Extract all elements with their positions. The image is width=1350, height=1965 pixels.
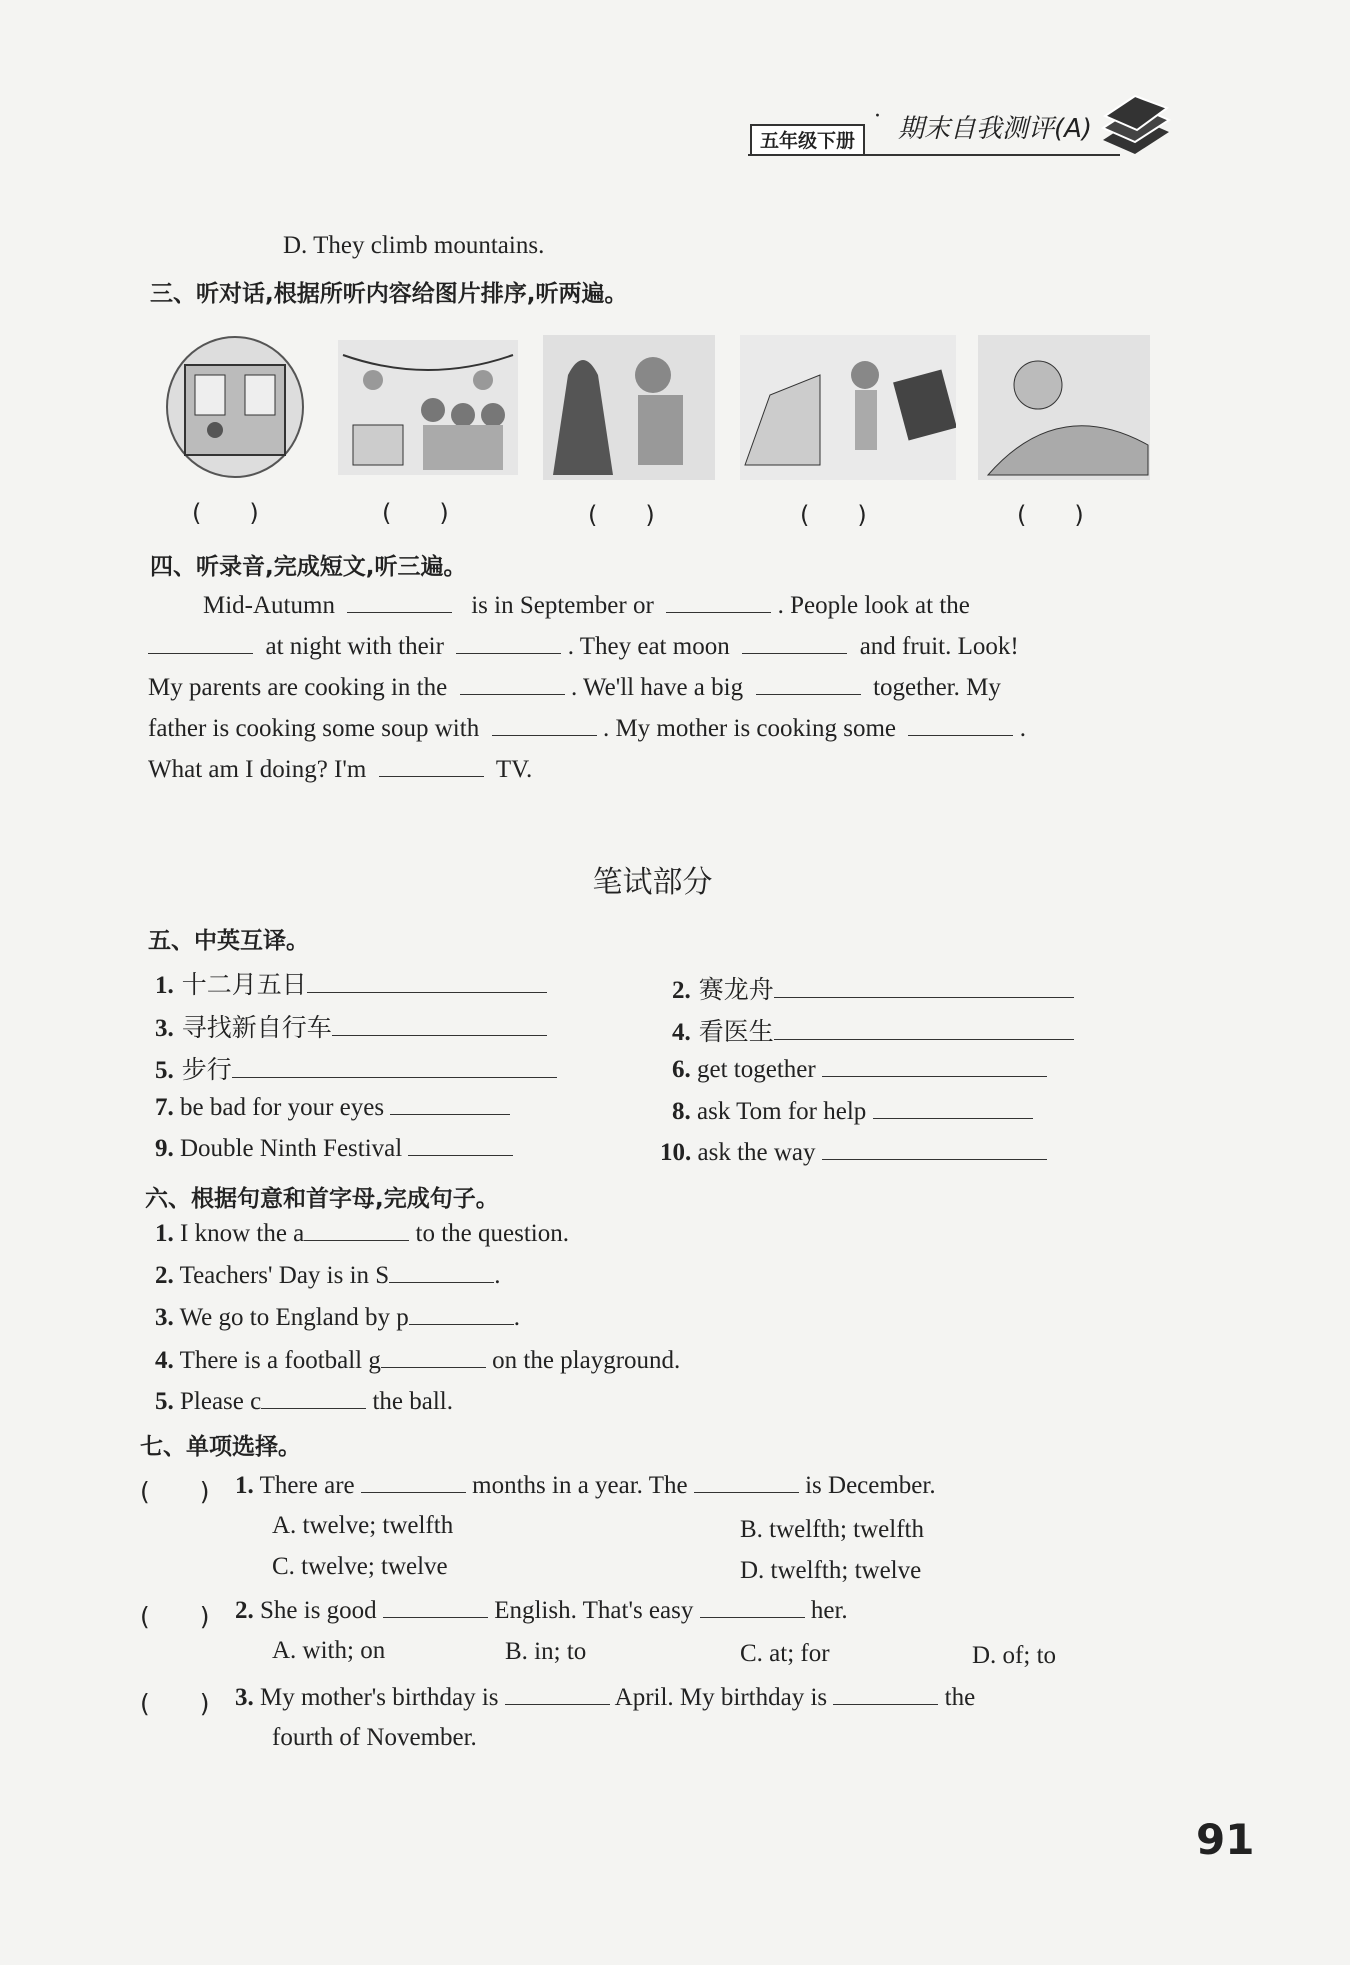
option-a[interactable]: A. with; on	[272, 1637, 386, 1664]
header-title: 期末自我测评(A)	[898, 114, 1093, 144]
picture-watching-tv	[740, 335, 956, 480]
section-5-title: 五、中英互译。	[148, 928, 309, 954]
option-c[interactable]: C. twelve; twelve	[272, 1553, 448, 1580]
cloze-line: What am I doing? I'm TV.	[148, 756, 533, 783]
answer-blank[interactable]	[304, 1218, 409, 1241]
answer-paren-2[interactable]: ( )	[140, 1602, 210, 1631]
translate-item-8: 8. ask Tom for help	[672, 1096, 1033, 1126]
answer-blank[interactable]	[774, 1017, 1074, 1040]
answer-blank[interactable]	[261, 1386, 366, 1409]
order-paren-2[interactable]: ( )	[382, 499, 449, 527]
cloze-line: Mid-Autumn is in September or . People look at the	[203, 592, 970, 619]
answer-blank[interactable]	[361, 1470, 466, 1493]
section-4-title: 四、听录音,完成短文,听三遍。	[150, 554, 467, 580]
answer-blank[interactable]	[505, 1682, 610, 1705]
answer-blank[interactable]	[873, 1096, 1033, 1119]
picture-old-people	[543, 335, 715, 480]
mc-question-3-continued: fourth of November.	[272, 1724, 477, 1751]
cloze-blank[interactable]	[492, 713, 597, 736]
option-b[interactable]: B. in; to	[505, 1638, 587, 1665]
books-icon	[1095, 92, 1175, 162]
answer-blank[interactable]	[822, 1137, 1047, 1160]
answer-blank[interactable]	[390, 1092, 510, 1115]
answer-blank[interactable]	[408, 1133, 513, 1156]
section-7-title: 七、单项选择。	[140, 1434, 301, 1460]
cloze-line: My parents are cooking in the . We'll have a big together. My	[148, 674, 1001, 701]
mc-question-2: 2. She is good English. That's easy her.	[235, 1597, 848, 1624]
answer-blank[interactable]	[332, 1013, 547, 1036]
translate-item-1: 1. 十二月五日	[155, 965, 547, 1001]
picture-row	[165, 335, 1155, 529]
answer-blank[interactable]	[694, 1470, 799, 1493]
order-paren-4[interactable]: ( )	[800, 501, 867, 529]
translate-item-2: 2. 赛龙舟	[672, 970, 1074, 1006]
answer-blank[interactable]	[774, 975, 1074, 998]
order-paren-3[interactable]: ( )	[588, 501, 655, 529]
sentence-item-3: 3. We go to England by p .	[155, 1304, 521, 1331]
cloze-passage	[148, 585, 1163, 790]
option-d[interactable]: D. of; to	[972, 1642, 1057, 1669]
written-part-title: 笔试部分	[592, 865, 713, 900]
answer-blank[interactable]	[307, 970, 547, 993]
answer-paren-3[interactable]: ( )	[140, 1689, 210, 1718]
cloze-line: father is cooking some soup with . My mother is cooking some .	[148, 715, 1026, 742]
header-rule	[748, 154, 1120, 156]
translate-item-9: 9. Double Ninth Festival	[155, 1133, 513, 1163]
sentence-item-5: 5. Please c the ball.	[155, 1388, 453, 1415]
translate-item-5: 5. 步行	[155, 1050, 557, 1086]
translate-item-6: 6. get together	[672, 1054, 1047, 1084]
answer-blank[interactable]	[389, 1260, 494, 1283]
translate-item-10: 10. ask the way	[660, 1137, 1047, 1167]
picture-train	[165, 335, 305, 480]
mc-question-3: 3. My mother's birthday is April. My birthday is the	[235, 1684, 976, 1711]
grade-label: 五年级下册	[750, 124, 865, 156]
translate-item-7: 7. be bad for your eyes	[155, 1092, 510, 1122]
sentence-item-2: 2. Teachers' Day is in S .	[155, 1262, 501, 1289]
answer-blank[interactable]	[833, 1682, 938, 1705]
answer-paren-1[interactable]: ( )	[140, 1477, 210, 1506]
cloze-blank[interactable]	[460, 672, 565, 695]
mc-question-1: 1. There are months in a year. The is December.	[235, 1472, 936, 1499]
page-number: 91	[1196, 1815, 1255, 1864]
option-d[interactable]: D. twelfth; twelve	[740, 1557, 922, 1584]
option-d-text: D. They climb mountains.	[283, 232, 545, 259]
cloze-blank[interactable]	[908, 713, 1013, 736]
order-paren-5[interactable]: ( )	[1017, 501, 1084, 529]
header-dot: ·	[874, 104, 881, 129]
option-a[interactable]: A. twelve; twelfth	[272, 1512, 454, 1539]
answer-blank[interactable]	[381, 1345, 486, 1368]
translate-item-4: 4. 看医生	[672, 1012, 1074, 1048]
picture-sick-girl	[978, 335, 1150, 480]
sentence-item-4: 4. There is a football g on the playground.	[155, 1347, 681, 1374]
option-b[interactable]: B. twelfth; twelfth	[740, 1516, 924, 1543]
option-c[interactable]: C. at; for	[740, 1640, 830, 1667]
answer-blank[interactable]	[700, 1595, 805, 1618]
order-paren-1[interactable]: ( )	[192, 499, 259, 527]
cloze-blank[interactable]	[379, 754, 484, 777]
sentence-item-1: 1. I know the a to the question.	[155, 1220, 569, 1247]
section-3-title: 三、听对话,根据所听内容给图片排序,听两遍。	[150, 281, 628, 307]
cloze-blank[interactable]	[148, 631, 253, 654]
cloze-blank[interactable]	[742, 631, 847, 654]
answer-blank[interactable]	[822, 1054, 1047, 1077]
cloze-blank[interactable]	[756, 672, 861, 695]
translate-item-3: 3. 寻找新自行车	[155, 1008, 547, 1044]
cloze-blank[interactable]	[666, 590, 771, 613]
answer-blank[interactable]	[409, 1302, 514, 1325]
picture-party	[333, 335, 523, 480]
cloze-blank[interactable]	[456, 631, 561, 654]
answer-blank[interactable]	[383, 1595, 488, 1618]
cloze-line: at night with their . They eat moon and fruit. Look!	[148, 626, 1163, 667]
answer-blank[interactable]	[232, 1055, 557, 1078]
cloze-blank[interactable]	[347, 590, 452, 613]
section-6-title: 六、根据句意和首字母,完成句子。	[145, 1186, 499, 1212]
